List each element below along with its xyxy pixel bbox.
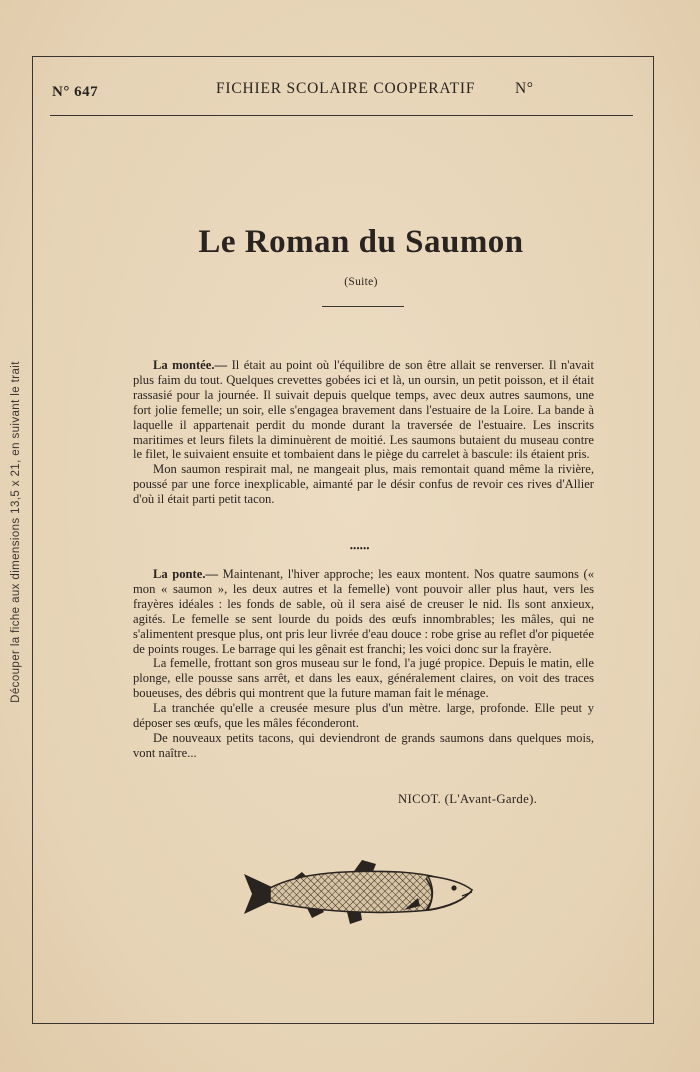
article-subtitle: (Suite) [344, 276, 378, 288]
section-lead: La ponte.— [153, 567, 219, 581]
paragraph-text: Maintenant, l'hiver approche; les eaux montent. Nos quatre saumons (« mon « saumon », les deux autres et la femelle) vont pouvoir aller plus haut, vers les frayères idéales : les fonds de sable, où il sera aisé de creuser le nid. Ils sont anxieux, agités. Le femelle se sent lourde du poids des œufs innombrables; les mâles, qui ne s'alimentent presque plus, ont pris leur livrée d'eau douce : robe grise au reflet d'or piquetée de points rouges. Le barrage qui les gênait est franchi; les voici donc sur la frayère. [133, 567, 594, 656]
header-rule [50, 115, 633, 116]
margin-cutting-note: Découper la fiche aux dimensions 13,5 x 21, en suivant le trait [10, 361, 22, 703]
header-no-label: N° [515, 80, 534, 97]
section-separator: •••••• [350, 544, 370, 553]
title-divider [322, 306, 404, 307]
article-signature: NICOT. (L'Avant-Garde). [398, 792, 538, 806]
paragraph: La femelle, frottant son gros museau sur le fond, l'a jugé propice. Depuis le matin, elle plonge, elle pousse sans arrêt, et dans les eaux, généralement claires, on voit des traces boueuses, des débris qui montrent que la future maman fait le ménage. [133, 656, 594, 701]
header-title: FICHIER SCOLAIRE COOPERATIF [216, 80, 476, 97]
paragraph: Mon saumon respirait mal, ne mangeait plus, mais remontait quand même la rivière, poussé par une force inexplicable, aimanté par le désir confus de revoir ces rives d'Allier d'où il était parti petit tacon. [133, 462, 594, 507]
paragraph: De nouveaux petits tacons, qui deviendront de grands saumons dans quelques mois, vont naître... [133, 730, 594, 760]
article-title: Le Roman du Saumon [198, 224, 524, 260]
paragraph-text: Il était au point où l'équilibre de son être allait se renverser. Il n'avait plus faim du tout. Quelques crevettes gobées ici et là, un oursin, un petit poisson, et il était rassasié pour la journée. Il suivait depuis quelque temps, avec deux autres saumons, une fort jolie femelle; un soir, elle s'engagea bravement dans l'estuaire de la Loire. La bande à laquelle il appartenait perdit du monde durant la traversée de l'estuaire. Les inscrits maritimes et leurs filets la diminuèrent de moitié. Les saumons butaient du museau contre le filet, le suivaient ensuite et tombaient dans le piège du carrelet à bascule: ils étaient pris. [133, 358, 594, 462]
paragraph [133, 358, 594, 462]
sheet-number: N° 647 [52, 84, 99, 100]
page-header [50, 78, 630, 108]
section-la-montee [133, 358, 594, 507]
salmon-illustration [240, 852, 480, 932]
paragraph: La tranchée qu'elle a creusée mesure plus d'un mètre. large, profonde. Elle peut y déposer ses œufs, que les mâles féconderont. [133, 701, 594, 731]
paragraph [133, 567, 594, 656]
section-lead: La montée.— [153, 358, 228, 372]
section-la-ponte [133, 567, 594, 761]
